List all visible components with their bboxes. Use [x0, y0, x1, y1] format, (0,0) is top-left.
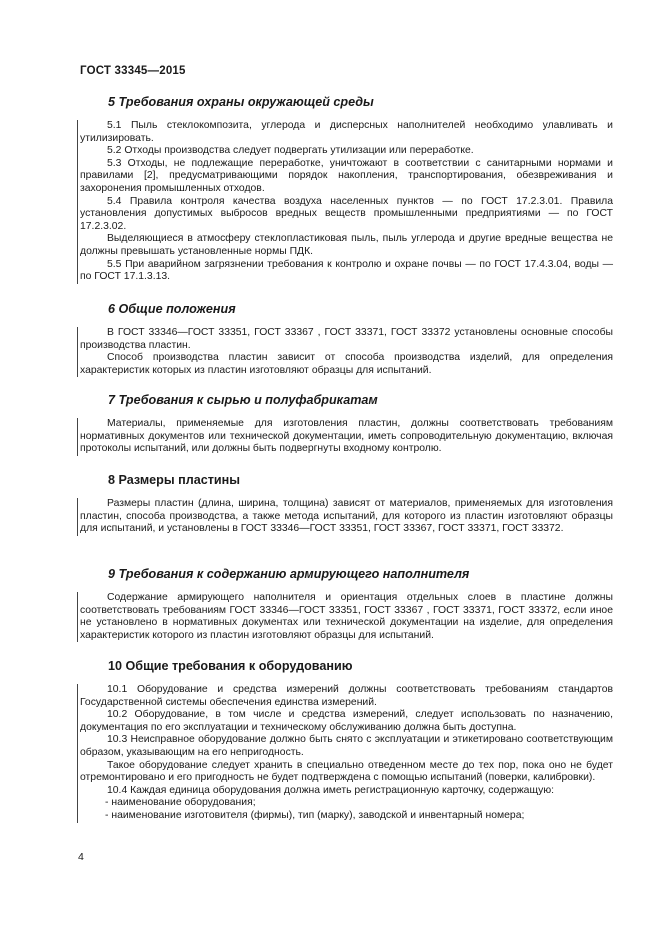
margin-marker — [77, 592, 78, 642]
section-title: 5 Требования охраны окружающей среды — [108, 95, 374, 109]
list-item: - наименование оборудования; — [105, 797, 256, 809]
paragraph: 5.4 Правила контроля качества воздуха населенных пунктов — по ГОСТ 17.2.3.01. Правила установления допустимых выбросов вредных веществ промышленными предприятиями — по ГОСТ 17.2.3.02. — [80, 195, 613, 232]
section-8 — [80, 473, 613, 536]
section-9 — [80, 567, 613, 642]
margin-marker — [77, 498, 78, 536]
paragraph: 5.1 Пыль стеклокомпозита, углерода и дисперсных наполнителей необходимо улавливать и утилизировать. — [80, 120, 613, 144]
paragraph: Такое оборудование следует хранить в специально отведенном месте до тех пор, пока оно не будет отремонтировано и его пригодность не будет подтверждена с помощью испытаний (поверки, калибровки). — [80, 759, 613, 784]
section-title: 7 Требования к сырью и полуфабрикатам — [108, 393, 378, 407]
paragraph: Выделяющиеся в атмосферу стеклопластиковая пыль, пыль углерода и другие вредные вещества не должны превышать установленные нормы ПДК. — [80, 233, 613, 257]
section-body — [80, 327, 613, 377]
section-title: 6 Общие положения — [108, 302, 236, 316]
paragraph: 5.3 Отходы, не подлежащие переработке, уничтожают в соответствии с санитарными нормами и правилами [2], предусматривающими порядок накопления, транспортирования, обезвреживания и захоронения промышленных отходов. — [80, 157, 613, 194]
section-10 — [80, 659, 613, 823]
section-body — [80, 684, 613, 823]
section-5 — [80, 95, 613, 284]
document-header: ГОСТ 33345—2015 — [80, 65, 186, 77]
margin-marker — [77, 120, 78, 284]
paragraph: Материалы, применяемые для изготовления пластин, должны соответствовать требованиям нормативных документов или технической документации, иметь сопроводительную документацию, включая протоколы испытаний, или должны быть подвергнуты входному контролю. — [80, 418, 613, 455]
list-item: - наименование изготовителя (фирмы), тип (марку), заводской и инвентарный номера; — [105, 809, 525, 821]
section-7 — [80, 393, 613, 456]
section-title: 8 Размеры пластины — [108, 473, 240, 487]
paragraph: 5.5 При аварийном загрязнении требования к контролю и охране почвы — по ГОСТ 17.4.3.04, воды — по ГОСТ 17.1.3.13. — [80, 258, 613, 283]
paragraph: 10.2 Оборудование, в том числе и средства измерений, следует использовать по назначению, документация по его эксплуатации и техническому обслуживанию должна быть доступна. — [80, 709, 613, 733]
paragraph: 10.1 Оборудование и средства измерений должны соответствовать требованиям стандартов Государственной системы обеспечения единства измерений. — [80, 684, 613, 708]
paragraph: 10.4 Каждая единица оборудования должна иметь регистрационную карточку, содержащую: — [107, 784, 554, 796]
paragraph: Размеры пластин (длина, ширина, толщина) зависят от материалов, применяемых для изготовления пластин, способа производства, а также метода испытаний, для которого из пластин изготовляют образцы для испытаний, и установлены в ГОСТ 33346—ГОСТ 33351, ГОСТ 33367, ГОСТ 33371, ГОСТ 33372. — [80, 498, 613, 535]
section-body — [80, 120, 613, 284]
section-6 — [80, 302, 613, 377]
margin-marker — [77, 418, 78, 456]
section-body — [80, 418, 613, 456]
margin-marker — [77, 327, 78, 377]
paragraph: 5.2 Отходы производства следует подвергать утилизации или переработке. — [107, 145, 474, 157]
section-body — [80, 592, 613, 642]
section-body — [80, 498, 613, 536]
section-title: 10 Общие требования к оборудованию — [108, 659, 353, 673]
paragraph: В ГОСТ 33346—ГОСТ 33351, ГОСТ 33367 , ГОСТ 33371, ГОСТ 33372 установлены основные способы производства пластин. — [80, 327, 613, 351]
section-title: 9 Требования к содержанию армирующего наполнителя — [108, 567, 470, 581]
margin-marker — [77, 684, 78, 823]
page-number: 4 — [78, 851, 84, 863]
paragraph: Содержание армирующего наполнителя и ориентация отдельных слоев в пластине должны соответствовать требованиям ГОСТ 33346—ГОСТ 33351, ГОСТ 33367 , ГОСТ 33371, ГОСТ 33372, если иное не установлено в нормативных документах или технической документации на изделие, для определения характеристик которого из пластин изготовляют образцы для испытаний. — [80, 592, 613, 641]
paragraph: 10.3 Неисправное оборудование должно быть снято с эксплуатации и этикетировано соответствующим образом, указывающим на его непригодность. — [80, 734, 613, 758]
paragraph: Способ производства пластин зависит от способа производства изделий, для определения характеристик которых из пластин изготовляют образцы для испытаний. — [80, 352, 613, 376]
